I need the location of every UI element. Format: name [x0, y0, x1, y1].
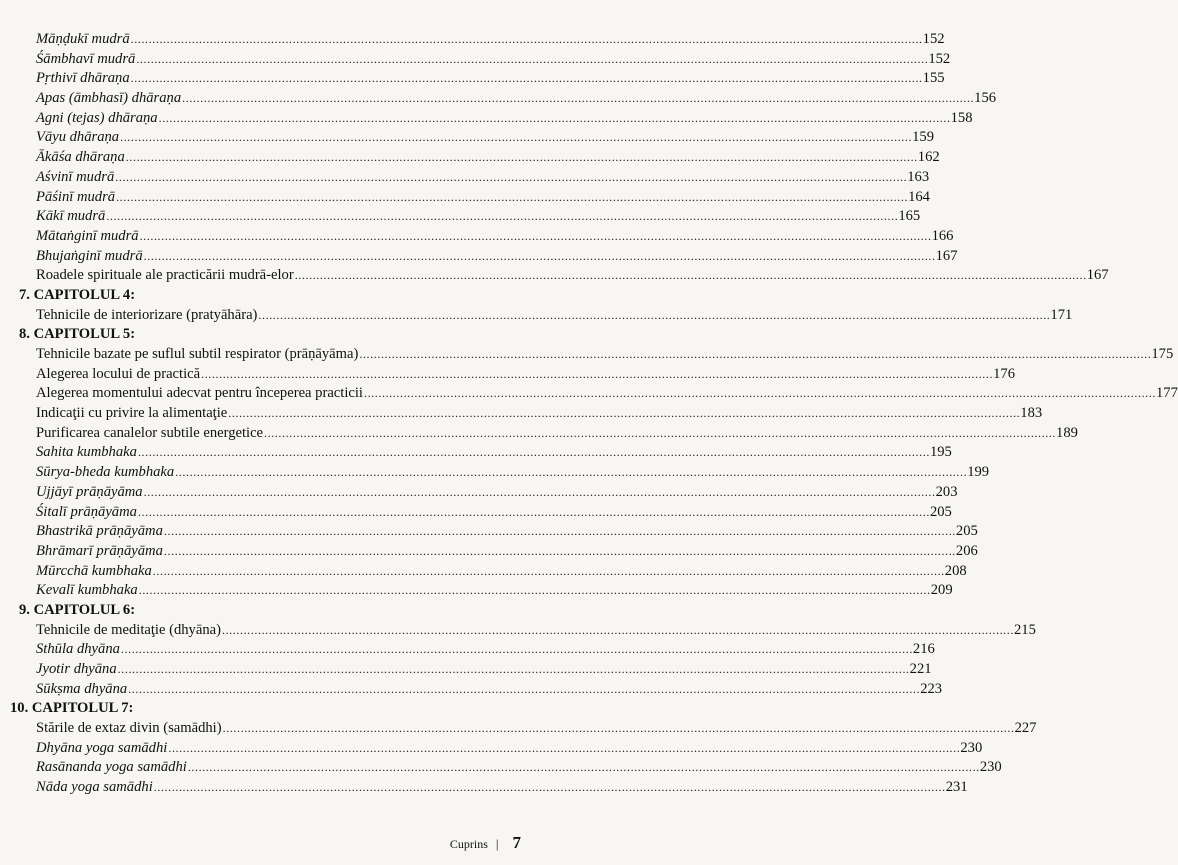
toc-page-number: 227 [1014, 720, 1037, 737]
toc-page-number: 195 [929, 444, 952, 461]
toc-entry [36, 207, 921, 227]
toc-entry-title: Rasānanda yoga samādhi [36, 759, 187, 776]
dot-leader: ............................................................................................................................................................................................................................ [222, 721, 1015, 736]
toc-page-number: 171 [1050, 306, 1073, 323]
page-footer [450, 833, 521, 853]
toc-page-number: 177 [1155, 385, 1178, 402]
toc-page-number: 230 [960, 739, 983, 756]
toc-entry [36, 247, 958, 267]
dot-leader: ............................................................................................................................................................................................................................ [106, 209, 899, 224]
toc-entry [36, 660, 932, 680]
toc-page-number: 223 [920, 680, 943, 697]
toc-entry [36, 581, 953, 601]
toc-entry-title: Sūrya-bheda kumbhaka [36, 464, 175, 481]
toc-entry-title: Nāda yoga samādhi [36, 779, 153, 796]
toc-entry-title: Roadele spirituale ale practicării mudrā-elor [36, 267, 294, 284]
toc-entry-title: Bhastrikā prāṇāyāma [36, 523, 163, 540]
footer-section-label: Cuprins [449, 837, 488, 851]
toc-entry [36, 463, 990, 483]
toc-entry [36, 424, 1078, 444]
toc-entry-title: Dhyāna yoga samādhi [36, 739, 168, 756]
toc-entry-title: Kākī mudrā [36, 208, 106, 225]
toc-entry [36, 621, 1036, 641]
toc-page-number: 215 [1013, 621, 1036, 638]
table-of-contents [0, 30, 1178, 798]
toc-entry [36, 306, 1073, 326]
dot-leader: ............................................................................................................................................................................................................................ [130, 32, 923, 46]
toc-entry-title: Sahita kumbhaka [36, 444, 137, 461]
dot-leader: ............................................................................................................................................................................................................................ [258, 307, 1051, 322]
toc-page-number: 230 [979, 759, 1002, 776]
toc-entry [36, 109, 973, 129]
toc-entry-title: Bhrāmarī prāṇāyāma [36, 542, 163, 559]
toc-entry-title: Indicaţii cu privire la alimentaţie [36, 405, 228, 422]
dot-leader: ............................................................................................................................................................................................................................ [137, 504, 930, 519]
toc-page-number: 203 [935, 483, 958, 500]
toc-page-number: 189 [1056, 424, 1078, 441]
toc-page-number: 166 [931, 227, 954, 244]
dot-leader: ............................................................................................................................................................................................................................ [163, 524, 956, 539]
dot-leader: ............................................................................................................................................................................................................................ [187, 760, 980, 775]
toc-entry-title: Pāśinī mudrā [36, 188, 116, 205]
toc-page-number: 183 [1020, 405, 1043, 422]
toc-entry [36, 404, 1043, 424]
toc-entry-title: Kevalī kumbhaka [36, 582, 138, 599]
toc-page-number: 205 [929, 503, 952, 520]
toc-entry-title: Ākāśa dhāraṇa [36, 149, 125, 166]
toc-page-number: 176 [993, 365, 1015, 382]
dot-leader: ............................................................................................................................................................................................................................ [158, 110, 951, 125]
toc-entry-title: Sthūla dhyāna [36, 641, 120, 658]
dot-leader: ............................................................................................................................................................................................................................ [137, 445, 930, 460]
toc-entry-title: Ujjāyī prāṇāyāma [36, 483, 143, 500]
toc-entry [36, 778, 968, 798]
dot-leader: ............................................................................................................................................................................................................................ [139, 228, 932, 243]
toc-entry [36, 640, 935, 660]
toc-entry [36, 384, 1178, 404]
toc-page-number: 162 [917, 149, 940, 166]
toc-entry [36, 758, 1002, 778]
toc-page-number: 165 [898, 208, 921, 225]
page-number: 7 [512, 833, 521, 852]
toc-page-number: 164 [908, 188, 930, 205]
toc-entry-title: Bhujaṅginī mudrā [36, 247, 143, 264]
toc-page-number: 231 [945, 779, 968, 796]
dot-leader: ............................................................................................................................................................................................................................ [120, 642, 913, 657]
dot-leader: ............................................................................................................................................................................................................................ [143, 248, 936, 263]
dot-leader: ............................................................................................................................................................................................................................ [228, 406, 1021, 421]
dot-leader: ............................................................................................................................................................................................................................ [120, 130, 913, 145]
dot-leader: ............................................................................................................................................................................................................................ [175, 465, 968, 480]
toc-page-number: 175 [1151, 346, 1174, 362]
dot-leader: ............................................................................................................................................................................................................................ [125, 150, 918, 165]
toc-entry-title: Agni (tejas) dhāraṇa [36, 109, 158, 126]
toc-entry-title: Stările de extaz divin (samādhi) [36, 720, 222, 737]
dot-leader: ............................................................................................................................................................................................................................ [294, 268, 1087, 283]
toc-page-number: 159 [912, 129, 934, 146]
toc-entry [36, 188, 930, 208]
toc-page-number: 209 [930, 582, 953, 599]
toc-entry-title: Vāyu dhāraṇa [36, 129, 120, 146]
toc-entry-title: Alegerea momentului adecvat pentru începerea practicii [36, 385, 363, 402]
dot-leader: ............................................................................................................................................................................................................................ [153, 780, 946, 795]
toc-entry [36, 562, 967, 582]
toc-entry [36, 148, 940, 168]
chapter-heading: 10. CAPITOLUL 7: [10, 700, 134, 717]
toc-entry [36, 680, 943, 700]
dot-leader: ............................................................................................................................................................................................................................ [221, 622, 1014, 637]
toc-page-number: 205 [955, 523, 978, 540]
toc-page-number: 152 [922, 31, 945, 47]
toc-page-number: 167 [1086, 267, 1109, 284]
toc-entry [36, 266, 1109, 286]
dot-leader: ............................................................................................................................................................................................................................ [128, 681, 921, 696]
toc-entry [36, 227, 954, 247]
dot-leader: ............................................................................................................................................................................................................................ [117, 662, 910, 676]
toc-entry-title: Alegerea locului de practică [36, 365, 201, 382]
toc-entry-title: Śāmbhavī mudrā [36, 50, 136, 67]
toc-page-number: 208 [944, 562, 967, 579]
toc-entry [36, 483, 958, 503]
toc-page-number: 221 [909, 661, 932, 677]
toc-entry [36, 503, 952, 523]
dot-leader: ............................................................................................................................................................................................................................ [136, 51, 929, 66]
toc-entry [36, 345, 1174, 365]
toc-entry [36, 365, 1015, 385]
toc-entry [36, 522, 978, 542]
toc-page-number: 158 [950, 109, 973, 126]
toc-entry [36, 50, 951, 70]
toc-entry [36, 69, 945, 89]
toc-entry [36, 719, 1037, 739]
toc-page-number: 156 [974, 90, 997, 107]
toc-entry-title: Śitalī prāṇāyāma [36, 503, 137, 520]
dot-leader: ............................................................................................................................................................................................................................ [359, 347, 1152, 361]
toc-entry [36, 128, 934, 148]
toc-entry-title: Jyotir dhyāna [36, 661, 117, 677]
toc-page-number: 152 [928, 50, 951, 67]
footer-separator: | [495, 836, 499, 851]
toc-page-number: 206 [955, 542, 978, 559]
toc-entry [36, 443, 952, 463]
toc-entry-title: Tehnicile de meditaţie (dhyāna) [36, 621, 221, 638]
toc-entry-title: Tehnicile de interiorizare (pratyāhāra) [36, 306, 258, 323]
chapter-heading: 8. CAPITOLUL 5: [19, 326, 136, 343]
toc-page-number: 163 [907, 168, 930, 185]
toc-entry [36, 89, 997, 109]
dot-leader: ............................................................................................................................................................................................................................ [116, 189, 909, 204]
toc-entry-title: Purificarea canalelor subtile energetice [36, 424, 264, 441]
toc-page-number: 216 [912, 641, 935, 658]
toc-entry-title: Māṇḍukī mudrā [36, 31, 130, 47]
dot-leader: ............................................................................................................................................................................................................................ [152, 563, 945, 578]
dot-leader: ............................................................................................................................................................................................................................ [182, 91, 975, 106]
dot-leader: ............................................................................................................................................................................................................................ [143, 484, 936, 499]
dot-leader: ............................................................................................................................................................................................................................ [363, 386, 1156, 401]
toc-page-number: 167 [935, 247, 958, 264]
toc-page-number: 199 [967, 464, 990, 481]
toc-entry-title: Mūrcchā kumbhaka [36, 562, 152, 579]
toc-entry [36, 30, 945, 50]
toc-entry-title: Tehnicile bazate pe suflul subtil respirator (prāṇāyāma) [36, 346, 359, 362]
toc-page-number: 155 [922, 70, 945, 87]
toc-entry-title: Aśvinī mudrā [36, 168, 115, 185]
toc-entry-title: Pṛthivī dhāraṇa [36, 70, 130, 87]
toc-entry [36, 542, 978, 562]
toc-entry-title: Sūkṣma dhyāna [36, 680, 128, 697]
toc-entry [36, 168, 930, 188]
toc-entry-title: Apas (āmbhasī) dhāraṇa [36, 90, 182, 107]
dot-leader: ............................................................................................................................................................................................................................ [201, 366, 994, 381]
dot-leader: ............................................................................................................................................................................................................................ [130, 71, 923, 86]
toc-entry [36, 739, 983, 759]
dot-leader: ............................................................................................................................................................................................................................ [138, 583, 931, 598]
dot-leader: ............................................................................................................................................................................................................................ [115, 169, 908, 184]
chapter-heading: 9. CAPITOLUL 6: [19, 601, 136, 618]
dot-leader: ............................................................................................................................................................................................................................ [163, 543, 956, 558]
dot-leader: ............................................................................................................................................................................................................................ [168, 740, 961, 755]
dot-leader: ............................................................................................................................................................................................................................ [264, 425, 1057, 440]
chapter-heading: 7. CAPITOLUL 4: [19, 286, 136, 303]
toc-entry-title: Mātaṅginī mudrā [36, 227, 139, 244]
